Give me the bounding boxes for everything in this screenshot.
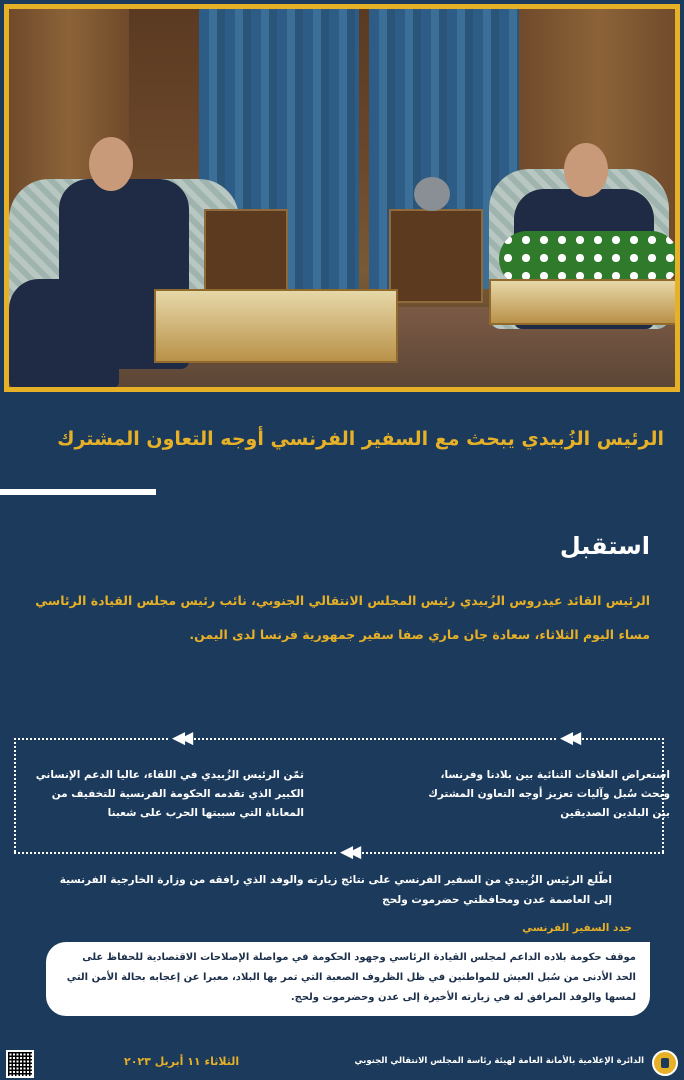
arrow-icon: ◀◀ xyxy=(556,728,580,748)
dotted-divider-left xyxy=(14,738,16,852)
point-humanitarian-support: ثمّن الرئيس الزُبيدي في اللقاء، عاليا الدعم الإنساني الكبير الذي تقدمه الحكومة الفرنسية للتخفيف من المعاناة التي سببتها الحرب على شعبنا xyxy=(35,769,304,819)
arrow-icon: ◀◀ xyxy=(168,728,192,748)
renewed-label: جدد السفير الفرنسي xyxy=(522,922,632,934)
footer-text: الدائرة الإعلامية بالأمانة العامة لهيئة رئاسة المجلس الانتقالي الجنوبي xyxy=(354,1056,644,1066)
qr-code-icon xyxy=(6,1050,34,1078)
intro-paragraph: الرئيس القائد عيدروس الزُبيدي رئيس المجلس الانتقالي الجنوبي، نائب رئيس مجلس القيادة الرئاسي مساء اليوم الثلاثاء، سعادة جان ماري صفا سفير جمهورية فرنسا لدى اليمن. xyxy=(35,593,650,642)
point-relations: استعراض العلاقات الثنائية بين بلادنا وفرنسا، وبحث سُبل وآليات تعزيز أوجه التعاون المشترك بين البلدين الصديقين xyxy=(428,769,670,819)
meeting-photo xyxy=(4,4,680,392)
headline-divider xyxy=(0,489,156,495)
arrow-icon: ◀◀ xyxy=(336,842,360,862)
lead-word: استقبل xyxy=(559,532,650,560)
visit-results-paragraph: اطّلع الرئيس الزُبيدي من السفير الفرنسي على نتائج زيارته والوفد الذي رافقه من وزارة الخارجية الفرنسية إلى العاصمة عدن ومحافظتي حضرموت ولحج xyxy=(59,874,612,906)
council-emblem-icon xyxy=(652,1050,678,1076)
quote-box: موقف حكومة بلاده الداعم لمجلس القيادة الرئاسي وجهود الحكومة في مواصلة الإصلاحات الاقتصادية للحفاظ على الحد الأدنى من سُبل العيش للمواطنين في ظل الظروف الصعبة التي تمر بها البلاد، معبرا عن إعجابه بحالة الأمن التي لمسها والوفد المرافق له في زيارته الأخيرة إلى عدن وحضرموت ولحج. xyxy=(46,942,650,1016)
headline: الرئيس الزُبيدي يبحث مع السفير الفرنسي أوجه التعاون المشترك xyxy=(57,428,664,450)
date: الثلاثاء ١١ أبريل ٢٠٢٣ xyxy=(124,1055,240,1068)
